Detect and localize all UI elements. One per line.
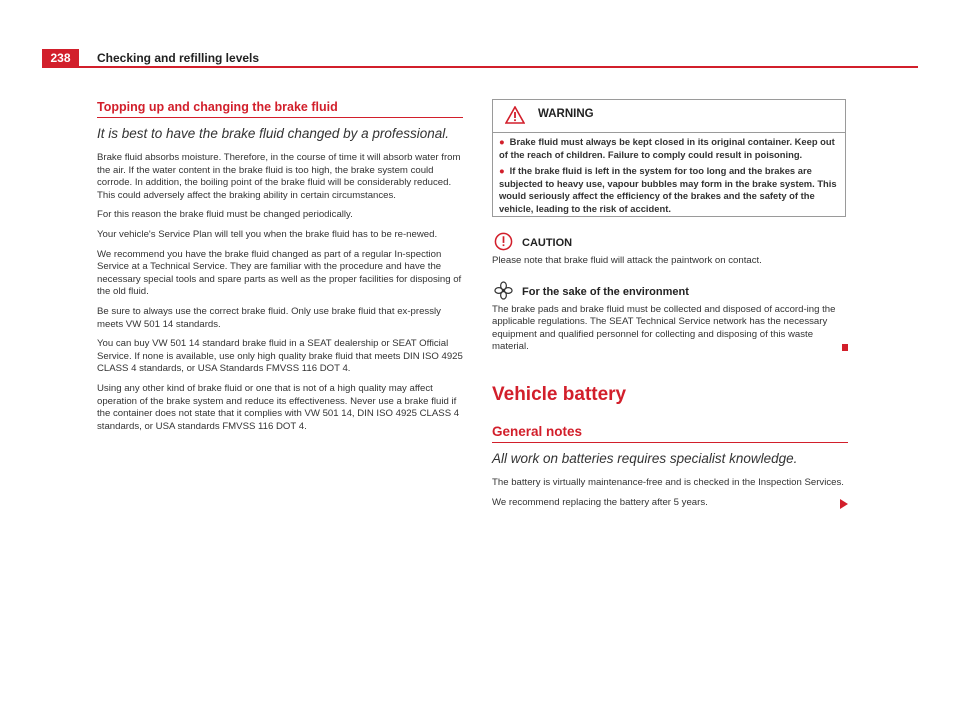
warning-header: [493, 100, 845, 133]
warning-item-text: If the brake fluid is left in the system for too long and the brakes are subjected to heavy use, vapour bubbles may form in the brake system. This would seriously affect the efficiency of the brakes and the safety of the vehicle, leading to the risk of accident.: [499, 165, 837, 214]
caution-title: CAUTION: [522, 237, 573, 249]
warning-item-text: Brake fluid must always be kept closed in its original container. Keep out of the reach of children. Failure to comply could result in poisoning.: [499, 136, 835, 160]
caution-icon: [494, 232, 513, 251]
caution-text: Please note that brake fluid will attack the paintwork on contact.: [492, 255, 762, 266]
paragraph: Be sure to always use the correct brake fluid. Only use brake fluid that ex-pressly meets VW 501 14 standards.: [97, 305, 441, 330]
continue-arrow-icon: [840, 499, 848, 509]
paragraph: [492, 497, 848, 510]
environment-title: For the sake of the environment: [522, 285, 689, 298]
page-number: 238: [42, 49, 79, 67]
subsection-title: General notes: [492, 424, 848, 443]
header-rule: [42, 66, 918, 68]
environment-header: [492, 280, 848, 302]
paragraph: Using any other kind of brake fluid or one that is not of a high quality may affect operation of the brake system and reduce its effectiveness. Never use a brake fluid if the container does not state that it complies with VW 501 14, DIN ISO 4925 CLASS 4 standards, or USA standards FMVSS 116 DOT 4.: [97, 382, 460, 432]
paragraph: We recommend you have the brake fluid changed as part of a regular In-spection Service at a Technical Service. They are familiar with the procedure and have the necessary special tools and spare parts as well as the proper facilities for disposing of the old fluid.: [97, 248, 462, 298]
warning-title: WARNING: [538, 108, 594, 120]
caution-notice: [492, 231, 848, 268]
paragraph-text: We recommend replacing the battery after 5 years.: [492, 496, 708, 508]
warning-item: [499, 136, 839, 161]
environment-notice: [492, 280, 848, 354]
right-column: [492, 99, 848, 516]
left-column: [97, 100, 463, 440]
section-lead: It is best to have the brake fluid changed by a professional.: [97, 126, 449, 141]
caution-header: [492, 231, 848, 253]
environment-text: [492, 304, 848, 354]
bullet: ●: [499, 165, 505, 176]
warning-box: [492, 99, 846, 217]
bullet: ●: [499, 136, 505, 147]
warning-body: [493, 133, 845, 215]
running-header: Checking and refilling levels: [97, 51, 260, 65]
subsection-lead: All work on batteries requires specialist knowledge.: [492, 450, 798, 466]
section-title: Topping up and changing the brake fluid: [97, 100, 463, 118]
environment-leaf-icon: [494, 281, 513, 300]
environment-text-content: The brake pads and brake fluid must be collected and disposed of accord-ing the applicable regulations. The SEAT Technical Service network has the necessary equipment and qualified personnel for collecting and disposing of this waste material.: [492, 303, 836, 353]
paragraph: The battery is virtually maintenance-free and is checked in the Inspection Services.: [492, 476, 844, 488]
paragraph: Brake fluid absorbs moisture. Therefore, in the course of time it will absorb water from the air. If the water content in the brake fluid is too high, the brake system could corrode. In addition, the boiling point of the brake fluid will be considerably reduced. This could adversely affect the braking ability in certain circumstances.: [97, 152, 461, 201]
end-mark-icon: [842, 344, 848, 351]
warning-triangle-icon: [505, 106, 525, 124]
paragraph: You can buy VW 501 14 standard brake fluid in a SEAT dealership or SEAT Official Service. If none is available, use only high quality brake fluid that meets DIN ISO 4925 CLASS 4 standards, or USA Standards FMVSS 116 DOT 4.: [97, 338, 463, 375]
warning-item: [499, 165, 839, 215]
paragraph: Your vehicle's Service Plan will tell you when the brake fluid has to be re-newed.: [97, 228, 438, 240]
paragraph: For this reason the brake fluid must be changed periodically.: [97, 209, 353, 221]
chapter-title: Vehicle battery: [492, 383, 627, 405]
